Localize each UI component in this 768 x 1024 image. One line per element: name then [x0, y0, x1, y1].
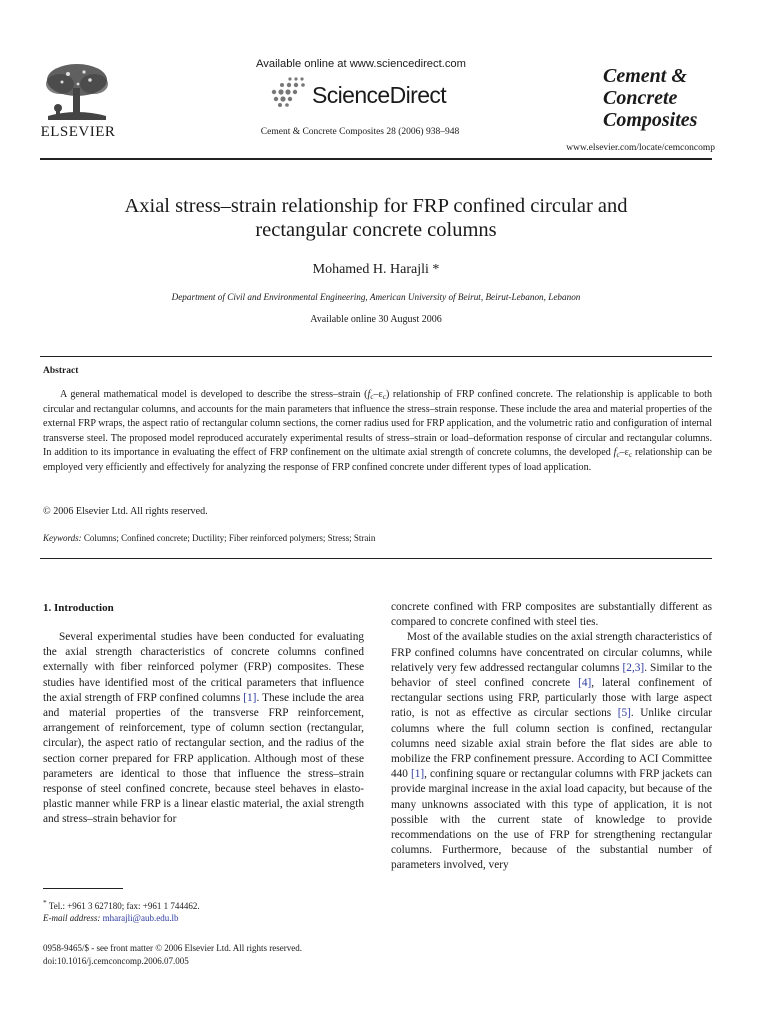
journal-citation: Cement & Concrete Composites 28 (2006) 938–948	[260, 127, 460, 137]
footnote-email-line	[43, 912, 373, 924]
abstract-heading: Abstract	[43, 366, 79, 376]
citation-link[interactable]: [1]	[243, 691, 257, 704]
paragraph-text: . Similar to the behavior of steel confined concrete	[391, 661, 712, 690]
sciencedirect-dots-icon	[268, 76, 310, 108]
keywords-label: Keywords:	[43, 533, 82, 543]
paragraph: concrete confined with FRP composites are substantially different as compared to concrete confined with steel ties.	[391, 601, 712, 629]
symbol-epsilon: ε	[378, 389, 383, 400]
citation-link[interactable]: [1]	[410, 768, 425, 781]
paragraph-text: . These include the area and material properties of the transverse FRP reinforcement, arrangement of reinforcement, type of column section (rectangular, circular), the aspect ratio of rectangular section, and the radius of the section corner prepared for FRP application. Although most of these parameters are identical to those that influence the stress–strain response of steel confined concrete, because steel behaves in elasto-plastic manner while FRP is a linear elastic material, the axial strength and stress–strain behavior for	[43, 691, 364, 826]
doi[interactable]: doi:10.1016/j.cemconcomp.2006.07.005	[43, 955, 189, 966]
journal-url-link[interactable]: www.elsevier.com/locate/cemconcomp	[566, 143, 715, 153]
citation-link[interactable]: [4]	[578, 677, 592, 690]
en-dash: –	[373, 389, 379, 400]
abstract-text-part: A general mathematical model is developed to describe the stress–strain (	[60, 389, 368, 400]
footnote-mark: *	[43, 898, 47, 907]
footnote	[43, 897, 373, 924]
subscript-c: c	[616, 451, 620, 460]
subscript-c: c	[382, 393, 386, 401]
symbol-epsilon: ε	[624, 447, 629, 459]
paper-title-line: rectangular concrete columns	[255, 219, 497, 241]
author-name	[40, 262, 712, 278]
front-matter	[43, 942, 403, 967]
footnote-divider	[43, 888, 123, 889]
copyright-notice: © 2006 Elsevier Ltd. All rights reserved.	[43, 506, 208, 517]
subscript-c: c	[628, 451, 633, 460]
body-column-left	[43, 630, 364, 828]
sciencedirect-availability: Available online at www.sciencedirect.com	[256, 58, 466, 70]
footnote-phone: Tel.: +961 3 627180; fax: +961 1 744462.	[48, 901, 200, 911]
abstract-divider	[40, 356, 712, 357]
elsevier-tree-logo	[38, 60, 116, 122]
paragraph-text: Several experimental studies have been conducted for evaluating the axial strength characteristics of concrete columns confined externally with fiber reinforced polymer (FRP) composites. These studies have identified most of the critical parameters that influence the axial strength of FRP confined columns	[43, 631, 364, 704]
section-heading: 1. Introduction	[43, 602, 114, 614]
publication-date: Available online 30 August 2006	[310, 314, 442, 325]
keywords	[43, 533, 375, 543]
email-link[interactable]: mharajli@aub.edu.lb	[102, 913, 179, 923]
paragraph-text: , lateral confinement of rectangular sections using FRP, particularly those with large aspect ratio, is not as effective as circular sections	[391, 677, 712, 720]
journal-title-line: Composites	[603, 109, 698, 131]
front-matter-issn: 0958-9465/$ - see front matter © 2006 Elsevier Ltd. All rights reserved.	[43, 943, 303, 953]
abstract-text-part: ) relationship of FRP confined concrete. The relationship is applicable to both circular and rectangular columns, and accounts for the main parameters that influence the stress–strain response. These include the area and material properties of the external FRP wraps, the aspect ratio of rectangular column sections, the corner radius used for FRP application, and the volumetric ratio and configuration of internal transverse steel. The proposed model reproduced accurately experimental results of stress–strain or load–deformation response of circular and rectangular columns. In addition to its importance in evaluating the effect of FRP confinement on the ultimate axial strength of concrete columns, the developed	[43, 389, 712, 459]
paper-title	[40, 194, 712, 242]
header-divider	[40, 158, 712, 160]
abstract-text	[43, 388, 712, 476]
paragraph-text: Most of the available studies on the axial strength characteristics of FRP confined columns have concentrated on circular columns, while relatively very few addressed rectangular columns	[391, 631, 712, 674]
footnote-contact	[43, 897, 373, 912]
citation-link[interactable]: [5]	[617, 707, 631, 720]
en-dash: –	[619, 447, 625, 459]
sciencedirect-logo-text: ScienceDirect	[312, 82, 447, 108]
paragraph	[43, 630, 364, 828]
keywords-list: Columns; Confined concrete; Ductility; Fiber reinforced polymers; Stress; Strain	[83, 533, 376, 543]
email-label: E-mail address:	[43, 913, 101, 923]
publisher-name: ELSEVIER	[40, 124, 116, 140]
corresponding-author-mark[interactable]: *	[432, 262, 440, 277]
journal-title-line: Cement &	[603, 65, 687, 87]
paragraph-text: , confining square or rectangular columns with FRP jackets can provide marginal increase in the axial load capacity, but because of the many unknowns associated with this type of application, it is not possible with the current state of knowledge to provide recommendations on the use of FRP for strengthening rectangular columns. Furthermore, because of the substantial number of parameters involved, very	[391, 768, 712, 872]
abstract-text-part: relationship can be employed very efficiently and effectively for analyzing the response of FRP confined concrete under different types of load application.	[43, 447, 712, 473]
paragraph	[391, 630, 712, 873]
citation-link[interactable]: [2,3]	[622, 661, 645, 674]
symbol-f: f	[613, 447, 617, 459]
paper-title-line: Axial stress–strain relationship for FRP confined circular and	[124, 195, 628, 217]
journal-title-line: Concrete	[603, 87, 678, 109]
subscript-c: c	[370, 393, 374, 401]
author-affiliation: Department of Civil and Environmental Engineering, American University of Beirut, Beirut-Lebanon, Lebanon	[171, 292, 581, 302]
journal-title-logo	[603, 65, 697, 131]
paragraph-text: . Unlike circular columns where the full column section is confined, rectangular columns need sizable axial strain before the flat sides are able to mobilize the FRP confinement pressure. According to ACI Committee 440	[391, 707, 712, 781]
author-name-text: Mohamed H. Harajli	[312, 262, 429, 277]
symbol-f: f	[367, 389, 371, 400]
body-column-right	[391, 600, 712, 874]
keywords-divider	[40, 558, 712, 559]
